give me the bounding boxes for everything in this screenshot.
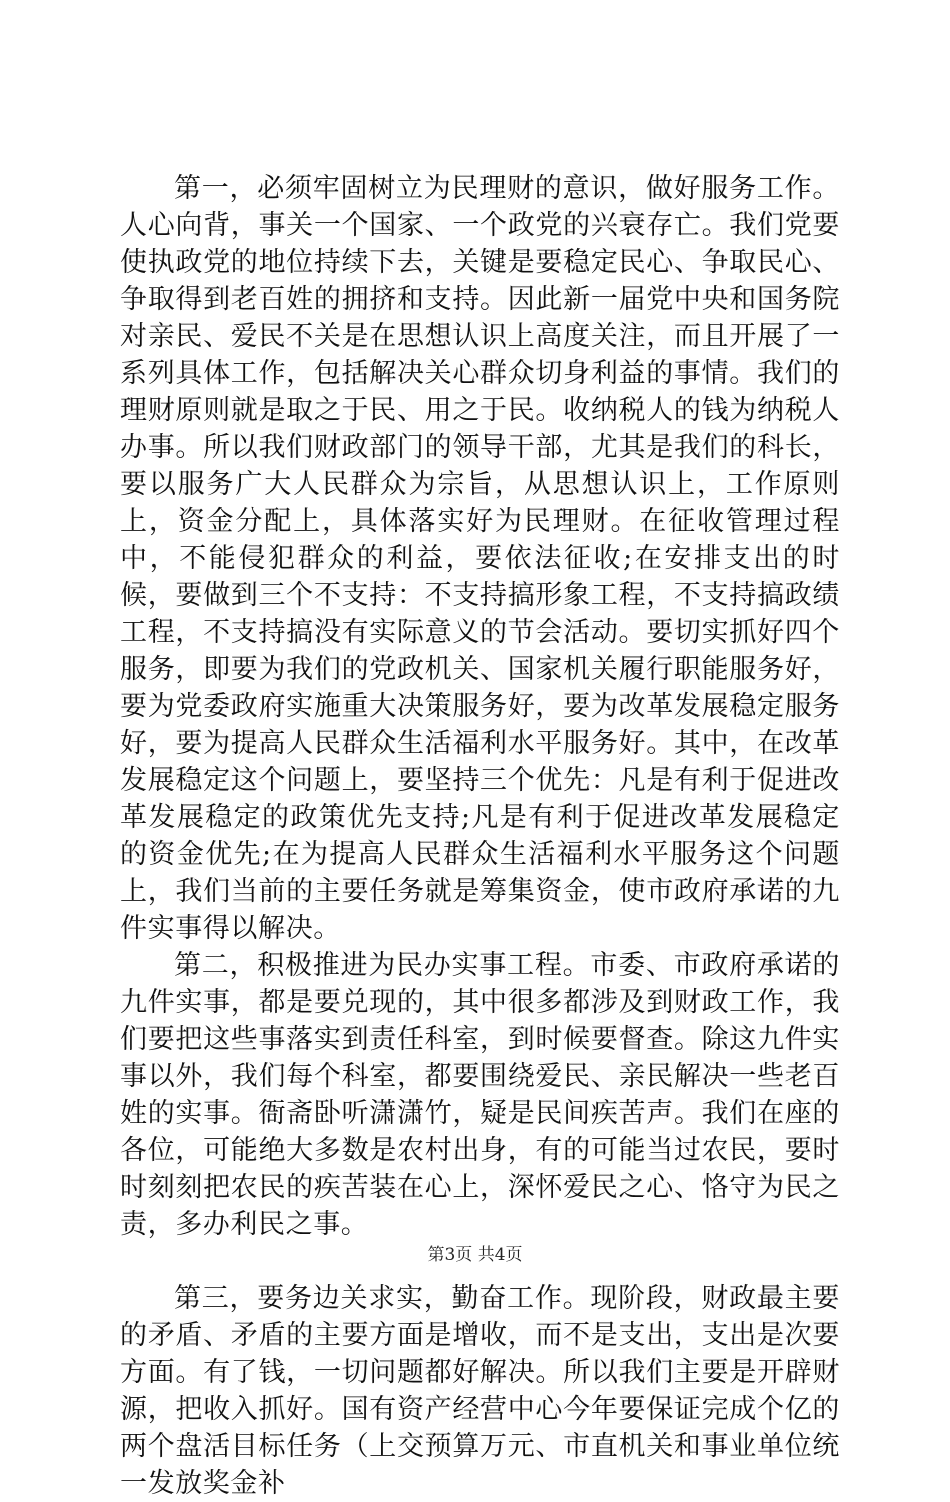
document-body [120,170,840,1502]
page-number-footer: 第3页 共4页 [427,1245,523,1265]
paragraph-second: 第二，积极推进为民办实事工程。市委、市政府承诺的九件实事，都是要兑现的，其中很多都涉及到财政工作，我们要把这些事落实到责任科室，到时候要督查。除这九件实事以外，我们每个科室，都要围绕爱民、亲民解决一些老百姓的实事。衙斋卧听潇潇竹，疑是民间疾苦声。我们在座的各位，可能绝大多数是农村出身，有的可能当过农民，要时时刻刻把农民的疾苦装在心上，深怀爱民之心、恪守为民之责，多办利民之事。 [120,950,840,1240]
paragraph-first: 第一，必须牢固树立为民理财的意识，做好服务工作。人心向背，事关一个国家、一个政党的兴衰存亡。我们党要使执政党的地位持续下去，关键是要稳定民心、争取民心、争取得到老百姓的拥挤和支持。因此新一届党中央和国务院对亲民、爱民不关是在思想认识上高度关注，而且开展了一系列具体工作，包括解决关心群众切身利益的事情。我们的理财原则就是取之于民、用之于民。收纳税人的钱为纳税人办事。所以我们财政部门的领导干部，尤其是我们的科长，要以服务广大人民群众为宗旨，从思想认识上，工作原则上，资金分配上，具体落实好为民理财。在征收管理过程中，不能侵犯群众的利益，要依法征收;在安排支出的时候，要做到三个不支持：不支持搞形象工程，不支持搞政绩工程，不支持搞没有实际意义的节会活动。要切实抓好四个服务，即要为我们的党政机关、国家机关履行职能服务好，要为党委政府实施重大决策服务好，要为改革发展稳定服务好，要为提高人民群众生活福利水平服务好。其中，在改革发展稳定这个问题上，要坚持三个优先：凡是有利于促进改革发展稳定的政策优先支持;凡是有利于促进改革发展稳定的资金优先;在为提高人民群众生活福利水平服务这个问题上，我们当前的主要任务就是筹集资金，使市政府承诺的九件实事得以解决。 [120,173,840,944]
paragraph-third: 第三，要务边关求实，勤奋工作。现阶段，财政最主要的矛盾、矛盾的主要方面是增收，而不是支出，支出是次要方面。有了钱，一切问题都好解决。所以我们主要是开辟财源，把收入抓好。国有资产经营中心今年要保证完成个亿的两个盘活目标任务（上交预算万元、市直机关和事业单位统一发放奖金补 [120,1283,840,1499]
